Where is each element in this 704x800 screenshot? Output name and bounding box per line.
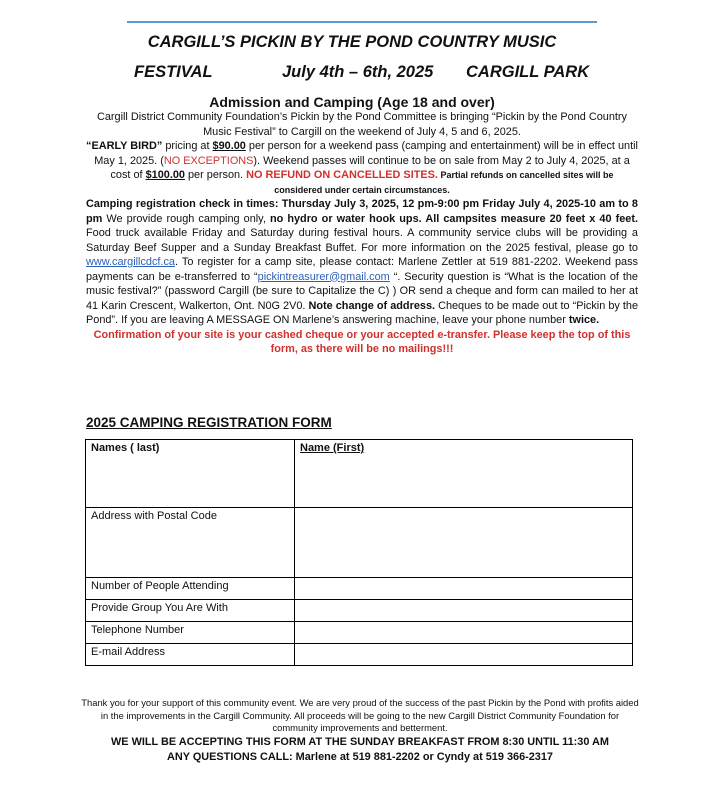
twice-emphasis: twice. (568, 314, 600, 326)
name-first-label: Name (First) (300, 442, 365, 454)
pricing-paragraph (86, 139, 638, 197)
title-line-1: CARGILL’S PICKIN BY THE POND COUNTRY MUSIC (147, 33, 557, 51)
email-link[interactable]: pickintreasurer@gmail.com (257, 270, 390, 283)
form-title: 2025 CAMPING REGISTRATION FORM (86, 415, 332, 430)
group-label-cell (86, 600, 295, 622)
names-last-field[interactable] (86, 440, 295, 508)
website-link[interactable]: www.cargillcdcf.ca (86, 256, 175, 268)
address-change-note: Note change of address. (308, 299, 436, 312)
early-bird-label: “EARLY BIRD” (86, 140, 163, 152)
email-field[interactable] (295, 644, 633, 666)
name-first-field[interactable] (295, 440, 633, 508)
address-field[interactable] (295, 508, 633, 578)
pricing-text-d: per person. (184, 169, 247, 181)
camping-text-c: . To register for a camp site, please contact: Marlene Zettler at 519 881-2202. Weekend pass payments can be e-transferred to “ (86, 256, 638, 283)
address-label-cell (86, 508, 295, 578)
pricing-text-b: per person for a weekend pass (camping and entertainment) will be in effect until May 1, 2025. ( (94, 140, 638, 167)
phone-label-cell (86, 622, 295, 644)
footer (80, 697, 640, 765)
thank-you-note: Thank you for your support of this community event. We are very proud of the success of the past Pickin by the Pond with profits aided in the improvements in the Cargill Community. All proceeds will be going to the new Cargill District Community Foundation for community improvements and betterment. (81, 697, 639, 733)
early-bird-price: $90.00 (212, 140, 246, 152)
top-rule (127, 21, 597, 23)
info-body (86, 110, 638, 357)
confirmation-notice: Confirmation of your site is your cashed cheque or your accepted e-transfer. Please keep the top of this form, as there will be no mailings!!! (93, 328, 631, 355)
people-label: Number of People Attending (91, 580, 229, 592)
pricing-text-a: pricing at (162, 140, 213, 152)
address-label: Address with Postal Code (91, 510, 217, 522)
regular-price: $100.00 (145, 169, 185, 181)
camping-text-a: We provide rough camping only, (102, 212, 270, 225)
title-festival: FESTIVAL (134, 63, 213, 81)
camping-paragraph (86, 197, 638, 328)
people-field[interactable] (295, 578, 633, 600)
camping-text-e: Cheques to be made out to “Pickin by the Pond”. If you are leaving A MESSAGE ON Marlene’s answering machine, leave your phone number (86, 299, 639, 326)
title-location: CARGILL PARK (466, 63, 590, 81)
no-refund-notice: NO REFUND ON CANCELLED SITES. (246, 169, 438, 181)
accepting-notice: WE WILL BE ACCEPTING THIS FORM AT THE SUNDAY BREAKFAST FROM 8:30 UNTIL 11:30 AM (111, 735, 609, 748)
phone-label: Telephone Number (91, 624, 184, 636)
camping-text-b: Food truck available Friday and Saturday during festival hours. A community service clubs will be providing a Saturday Beef Supper and a Sunday Breakfast Buffet. For more information on the 2025 festival, please go to (86, 227, 638, 254)
checkin-times: Camping registration check in times: Thursday July 3, 2025, 12 pm-9:00 pm Friday July 4, 2025-10 am to 8 pm (86, 198, 638, 225)
people-label-cell (86, 578, 295, 600)
group-field[interactable] (295, 600, 633, 622)
questions-contact: ANY QUESTIONS CALL: Marlene at 519 881-2202 or Cyndy at 519 366-2317 (167, 750, 553, 763)
no-exceptions: NO EXCEPTIONS (163, 154, 254, 167)
section-subtitle: Admission and Camping (Age 18 and over) (209, 94, 495, 110)
intro-paragraph: Cargill District Community Foundation’s Pickin by the Pond Committee is bringing “Pickin by the Pond Country Music Festival” to Cargill on the weekend of July 4, 5 and 6, 2025. (96, 111, 628, 138)
partial-refund-note: Partial refunds on cancelled sites will be considered under certain circumstances. (274, 170, 614, 195)
camping-text-d: “. Security question is “What is the location of the music festival?” (password Cargill (be sure to Capitalize the C) ) OR send a cheque and form can mailed to her at 41 Karin Crescent, Walkerton, Ont. N0G 2V0. (86, 270, 638, 312)
title-dates: July 4th – 6th, 2025 (282, 63, 434, 81)
names-last-label: Names ( last) (91, 442, 160, 454)
pricing-text-c: ). Weekend passes will continue to be on sale from May 2 to July 4, 2025, at a cost of (110, 154, 630, 181)
phone-field[interactable] (295, 622, 633, 644)
email-label-cell (86, 644, 295, 666)
group-label: Provide Group You Are With (91, 602, 228, 614)
email-label: E-mail Address (91, 646, 165, 658)
hydro-notice: no hydro or water hook ups. All campsites measure 20 feet x 40 feet. (269, 212, 638, 225)
registration-form-table (85, 439, 633, 666)
